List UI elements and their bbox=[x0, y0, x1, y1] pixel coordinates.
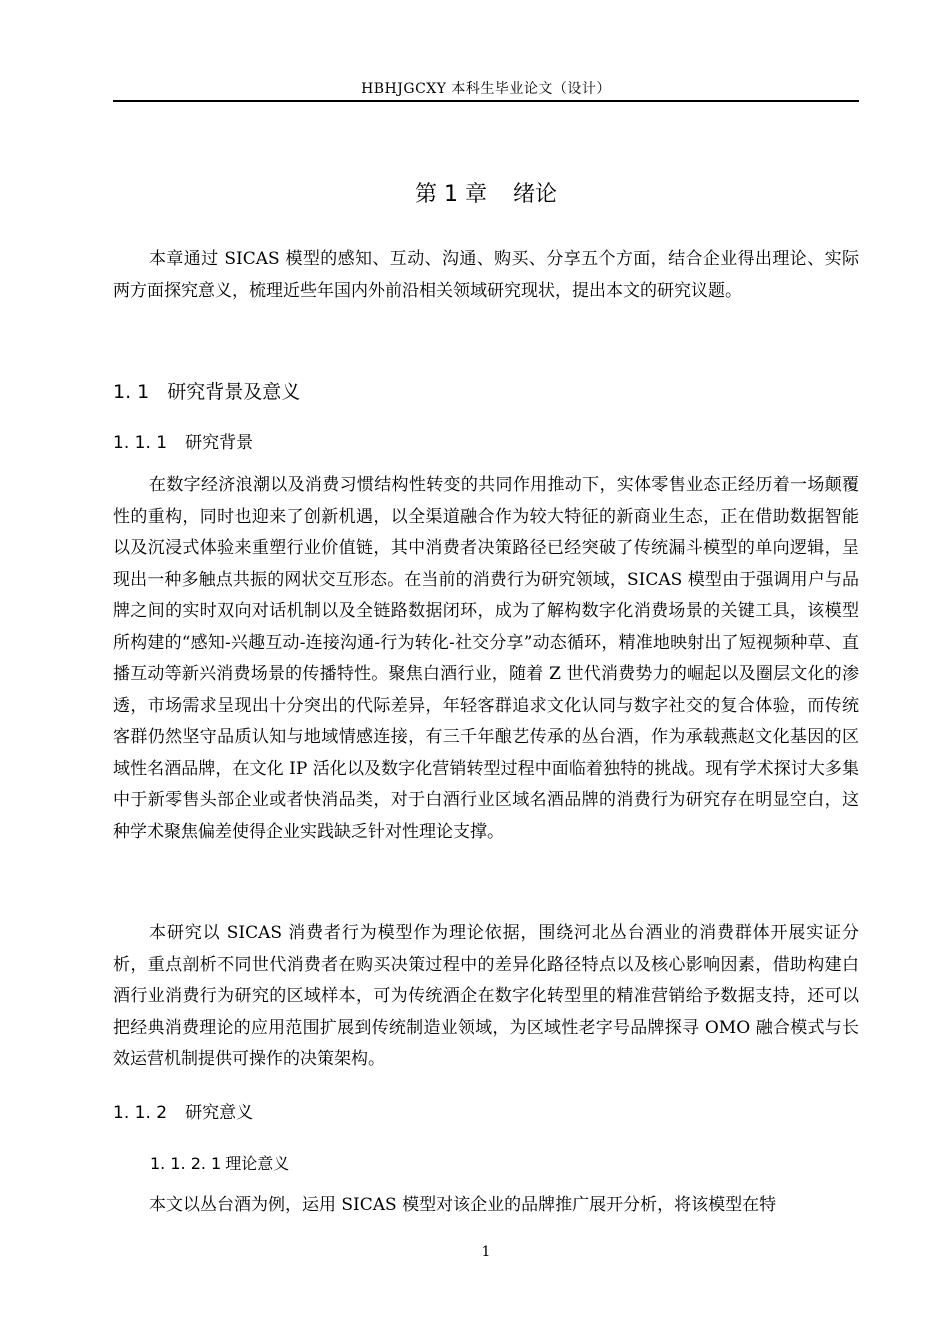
intro-paragraph: 本章通过 SICAS 模型的感知、互动、沟通、购买、分享五个方面，结合企业得出理论、实际两方面探究意义，梳理近些年国内外前沿相关领域研究现状，提出本文的研究议题。 bbox=[113, 249, 859, 301]
section-heading-1-1 bbox=[113, 378, 300, 406]
chapter-name: 绪论 bbox=[512, 182, 557, 207]
section-number: 1. 1 bbox=[113, 381, 150, 403]
section-title: 研究背景 bbox=[185, 433, 254, 453]
section-number: 1. 1. 1 bbox=[113, 433, 168, 453]
section-heading-1-1-1 bbox=[113, 430, 253, 456]
page-header: HBHJGCXY 本科生毕业论文（设计） bbox=[361, 81, 611, 97]
section-heading-1-1-2 bbox=[113, 1100, 253, 1126]
body-paragraph: 本文以丛台酒为例，运用 SICAS 模型对该企业的品牌推广展开分析，将该模型在特 bbox=[149, 1195, 777, 1215]
section-number: 1. 1. 2. 1 bbox=[150, 1154, 222, 1173]
chapter-title bbox=[113, 180, 859, 210]
section-title: 研究意义 bbox=[185, 1103, 254, 1123]
chapter-number: 第 1 章 bbox=[415, 182, 487, 207]
section-number: 1. 1. 2 bbox=[113, 1103, 168, 1123]
section-heading-1-1-2-1 bbox=[150, 1152, 289, 1176]
header-rule bbox=[113, 100, 859, 102]
body-paragraph: 在数字经济浪潮以及消费习惯结构性转变的共同作用推动下，实体零售业态正经历着一场颠覆性的重构，同时也迎来了创新机遇，以全渠道融合作为较大特征的新商业生态，正在借助数据智能以及沉浸式体验来重塑行业价值链，其中消费者决策路径已经突破了传统漏斗模型的单向逻辑，呈现出一种多触点共振的网状交互形态。在当前的消费行为研究领域，SICAS 模型由于强调用户与品牌之间的实时双向对话机制以及全链路数据闭环，成为了解构数字化消费场景的关键工具，该模型所构建的“感知-兴趣互动-连接沟通-行为转化-社交分享”动态循环，精准地映射出了短视频种草、直播互动等新兴消费场景的传播特性。聚焦白酒行业，随着 Z 世代消费势力的崛起以及圈层文化的渗透，市场需求呈现出十分突出的代际差异，年轻客群追求文化认同与数字社交的复合体验，而传统客群仍然坚守品质认知与地域情感连接，有三千年酿艺传承的丛台酒，作为承载燕赵文化基因的区域性名酒品牌，在文化 IP 活化以及数字化营销转型过程中面临着独特的挑战。现有学术探讨大多集中于新零售头部企业或者快消品类，对于白酒行业区域名酒品牌的消费行为研究存在明显空白，这种学术聚焦偏差使得企业实践缺乏针对性理论支撑。 bbox=[113, 475, 859, 842]
page-number: 1 bbox=[481, 1244, 491, 1260]
body-paragraph: 本研究以 SICAS 消费者行为模型作为理论依据，围绕河北丛台酒业的消费群体开展实证分析，重点剖析不同世代消费者在购买决策过程中的差异化路径特点以及核心影响因素，借助构建白酒行业消费行为研究的区域样本，可为传统酒企在数字化转型里的精准营销给予数据支持，还可以把经典消费理论的应用范围扩展到传统制造业领域，为区域性老字号品牌探寻 OMO 融合模式与长效运营机制提供可操作的决策架构。 bbox=[113, 923, 859, 1069]
section-title: 理论意义 bbox=[225, 1154, 290, 1173]
section-title: 研究背景及意义 bbox=[167, 381, 301, 403]
